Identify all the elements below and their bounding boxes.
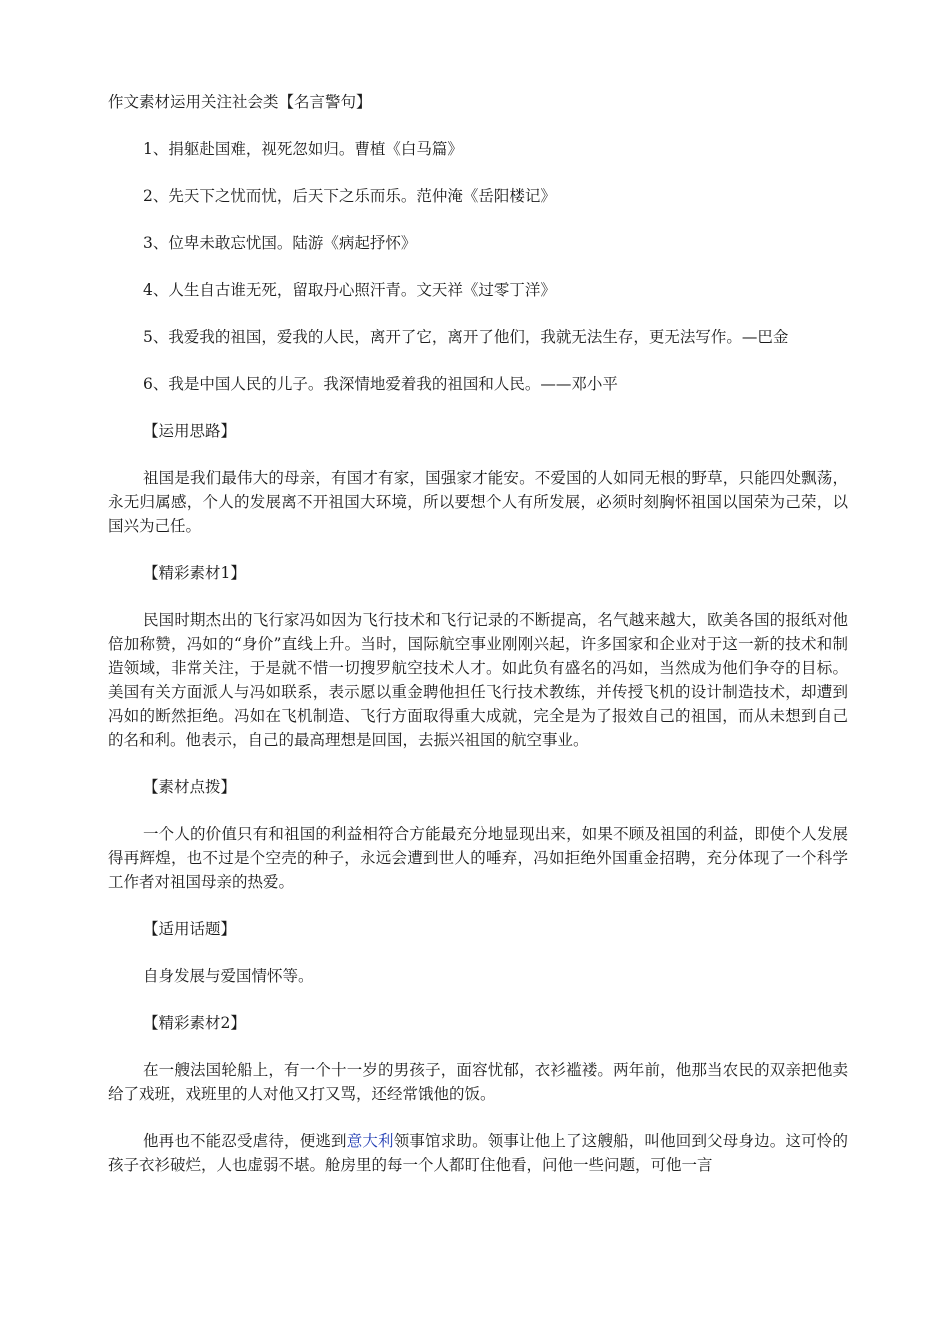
material2-paragraph-1: 在一艘法国轮船上，有一个十一岁的男孩子，面容忧郁，衣衫褴褛。两年前，他那当农民的双亲把他卖给了戏班，戏班里的人对他又打又骂，还经常饿他的饭。 bbox=[108, 1061, 848, 1103]
section-heading-approach: 【运用思路】 bbox=[143, 422, 237, 440]
quote-item: 3、位卑未敢忘忧国。陆游《病起抒怀》 bbox=[143, 234, 417, 252]
section-heading-material1: 【精彩素材1】 bbox=[143, 564, 246, 582]
document-page bbox=[108, 90, 848, 1200]
material2-paragraph-2 bbox=[108, 1129, 848, 1177]
document-title: 作文素材运用关注社会类【名言警句】 bbox=[108, 93, 372, 111]
section-heading-material2: 【精彩素材2】 bbox=[143, 1014, 246, 1032]
paragraph-text: 领事馆求助。领事让他上了这艘船，叫他回到父母身边。这可怜的孩子衣衫破烂，人也虚弱不堪。舱房里的每一个人都盯住他看，问他一些问题，可他一言 bbox=[108, 1132, 848, 1174]
material1-paragraph: 民国时期杰出的飞行家冯如因为飞行技术和飞行记录的不断提高，名气越来越大，欧美各国的报纸对他倍加称赞，冯如的“身价”直线上升。当时，国际航空事业刚刚兴起，许多国家和企业对于这一新的技术和制造领域，非常关注，于是就不惜一切搜罗航空技术人才。如此负有盛名的冯如，当然成为他们争夺的目标。美国有关方面派人与冯如联系，表示愿以重金聘他担任飞行技术教练，并传授飞机的设计制造技术，却遭到冯如的断然拒绝。冯如在飞机制造、飞行方面取得重大成就，完全是为了报效自己的祖国，而从未想到自己的名和利。他表示，自己的最高理想是回国，去振兴祖国的航空事业。 bbox=[108, 611, 848, 749]
quote-item: 2、先天下之忧而忧，后天下之乐而乐。范仲淹《岳阳楼记》 bbox=[143, 187, 556, 205]
section-heading-commentary: 【素材点拨】 bbox=[143, 778, 237, 796]
quote-item: 4、人生自古谁无死，留取丹心照汗青。文天祥《过零丁洋》 bbox=[143, 281, 556, 299]
section-heading-topics: 【适用话题】 bbox=[143, 920, 237, 938]
quote-item: 6、我是中国人民的儿子。我深情地爱着我的祖国和人民。——邓小平 bbox=[143, 375, 618, 393]
commentary-paragraph: 一个人的价值只有和祖国的利益相符合方能最充分地显现出来，如果不顾及祖国的利益，即使个人发展得再辉煌，也不过是个空壳的种子，永远会遭到世人的唾弃，冯如拒绝外国重金招聘，充分体现了一个科学工作者对祖国母亲的热爱。 bbox=[108, 825, 848, 891]
quote-item: 5、我爱我的祖国，爱我的人民，离开了它，离开了他们，我就无法生存，更无法写作。—巴金 bbox=[143, 328, 789, 346]
paragraph-text: 他再也不能忍受虐待，便逃到 bbox=[143, 1132, 347, 1150]
approach-paragraph: 祖国是我们最伟大的母亲，有国才有家，国强家才能安。不爱国的人如同无根的野草，只能四处飘荡，永无归属感，个人的发展离不开祖国大环境，所以要想个人有所发展，必须时刻胸怀祖国以国荣为己荣，以国兴为己任。 bbox=[108, 469, 848, 535]
quote-item: 1、捐躯赴国难，视死忽如归。曹植《白马篇》 bbox=[143, 140, 463, 158]
italy-link[interactable]: 意大利 bbox=[346, 1132, 394, 1150]
topics-paragraph: 自身发展与爱国情怀等。 bbox=[143, 967, 314, 985]
